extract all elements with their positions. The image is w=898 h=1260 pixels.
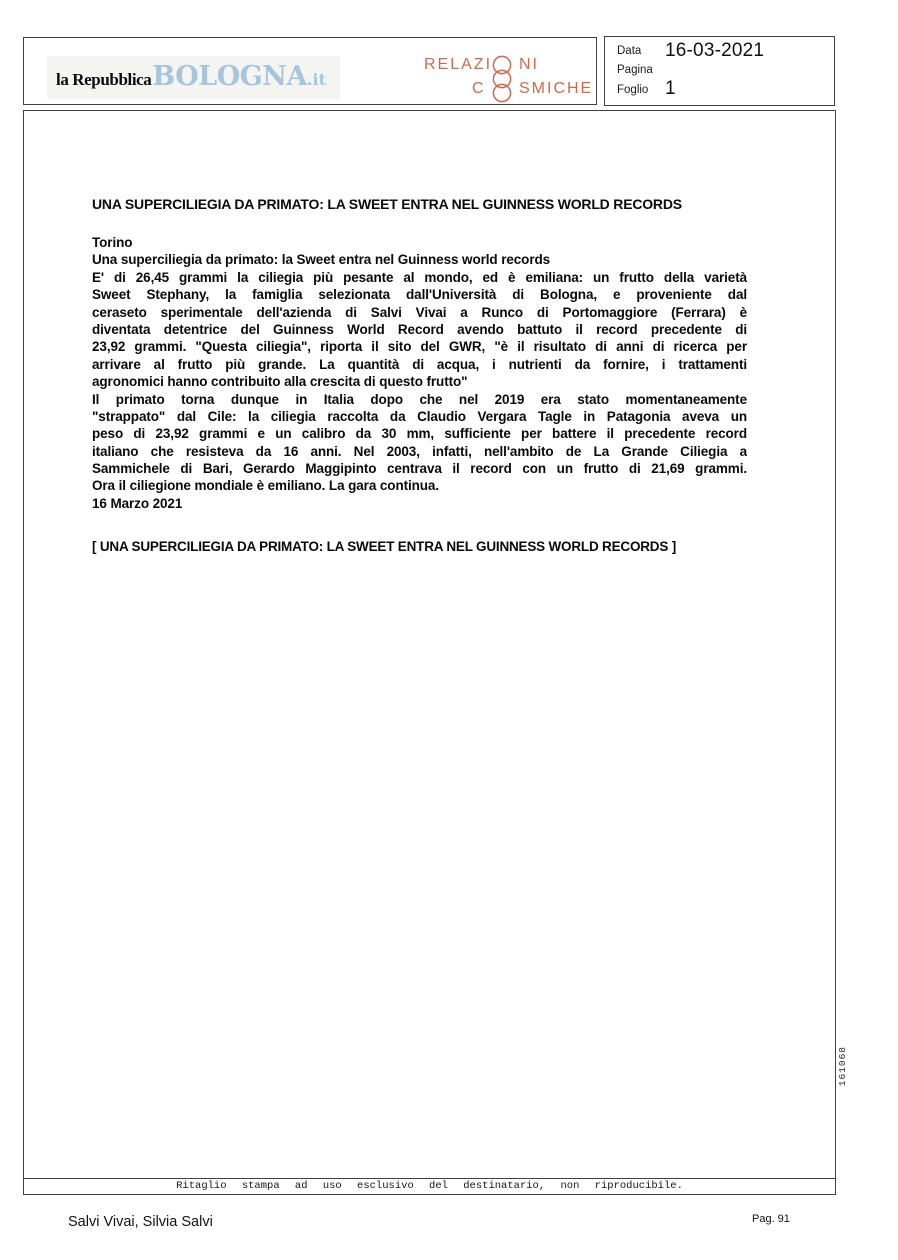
article-line: agronomici hanno contribuito alla crescita di questo frutto" <box>92 374 468 390</box>
article-line: Sweet Stephany, la famiglia selezionata dall'Università di Bologna, e proveniente dal <box>92 287 747 303</box>
disclaimer-text: Ritaglio stampa ad uso esclusivo del destinatario, non riproducibile. <box>176 1180 683 1192</box>
logo-text-c: C <box>472 80 486 97</box>
article-line: diventata detentrice del Guinness World Record avendo battuto il record precedente di <box>92 321 747 337</box>
article-line: peso di 23,92 grammi e un calibro da 30 mm, sufficiente per battere il precedente record <box>92 426 747 442</box>
article-line: E' di 26,45 grammi la ciliegia più pesante al mondo, ed è emiliana: un frutto della varietà <box>92 269 747 285</box>
article-line: ceraseto sperimentale dell'azienda di Salvi Vivai a Runco di Portomaggiore (Ferrara) è <box>92 304 747 320</box>
article-line: 16 Marzo 2021 <box>92 495 183 511</box>
clipping-code: 161068 <box>837 1046 848 1087</box>
logo-text-ni: NI <box>519 56 539 73</box>
article-box <box>23 110 836 1195</box>
article-closing-line: [ UNA SUPERCILIEGIA DA PRIMATO: LA SWEET ENTRA NEL GUINNESS WORLD RECORDS ] <box>92 539 677 555</box>
article-line: Il primato torna dunque in Italia dopo che nel 2019 era stato momentaneamente <box>92 391 747 407</box>
foglio-label: Foglio <box>617 84 649 96</box>
article-line: italiano che resisteva da 16 anni. Nel 2003, infatti, nell'ambito de La Grande Ciliegia a <box>92 443 747 459</box>
source-attribution: Salvi Vivai, Silvia Salvi <box>68 1214 213 1230</box>
meta-box <box>604 36 835 106</box>
masthead-logo <box>47 56 340 99</box>
data-label: Data <box>617 45 642 57</box>
article-line: "strappato" dal Cile: la ciliegia raccolta da Claudio Vergara Tagle in Patagonia aveva un <box>92 408 747 424</box>
bologna-logo-suffix: .it <box>306 70 326 89</box>
disclaimer-strip <box>24 1178 835 1194</box>
article-line: Una superciliegia da primato: la Sweet entra nel Guinness world records <box>92 252 551 268</box>
relazioni-cosmiche-logo <box>422 54 598 106</box>
article-line: Sammichele di Bari, Gerardo Maggipinto centrava il record con un frutto di 21,69 grammi. <box>92 461 747 477</box>
foglio-value: 1 <box>665 78 676 99</box>
cosmic-circles-icon <box>488 54 516 106</box>
article-text-column <box>92 196 747 554</box>
article-title: UNA SUPERCILIEGIA DA PRIMATO: LA SWEET ENTRA NEL GUINNESS WORLD RECORDS <box>92 196 682 212</box>
header-box <box>23 37 597 105</box>
article-line: Ora il ciliegione mondiale è emiliano. La gara continua. <box>92 478 439 494</box>
article-line: 23,92 grammi. "Questa ciliegia", riporta il sito del GWR, "è il risultato di anni di ricerca per <box>92 339 747 355</box>
data-value: 16-03-2021 <box>665 40 765 61</box>
page-reference: Pag. 91 <box>752 1213 790 1225</box>
pagina-label: Pagina <box>617 64 653 76</box>
logo-text-smiche: SMICHE <box>519 80 594 97</box>
bologna-logo: BOLOGNA <box>152 61 307 92</box>
logo-text-relazi: RELAZI <box>424 56 493 73</box>
la-repubblica-logo: la Repubblica <box>56 70 152 89</box>
article-line: Torino <box>92 235 133 250</box>
article-line: arrivare al frutto più grande. La quantità di acqua, i nutrienti da fornire, i trattamenti <box>92 356 747 372</box>
